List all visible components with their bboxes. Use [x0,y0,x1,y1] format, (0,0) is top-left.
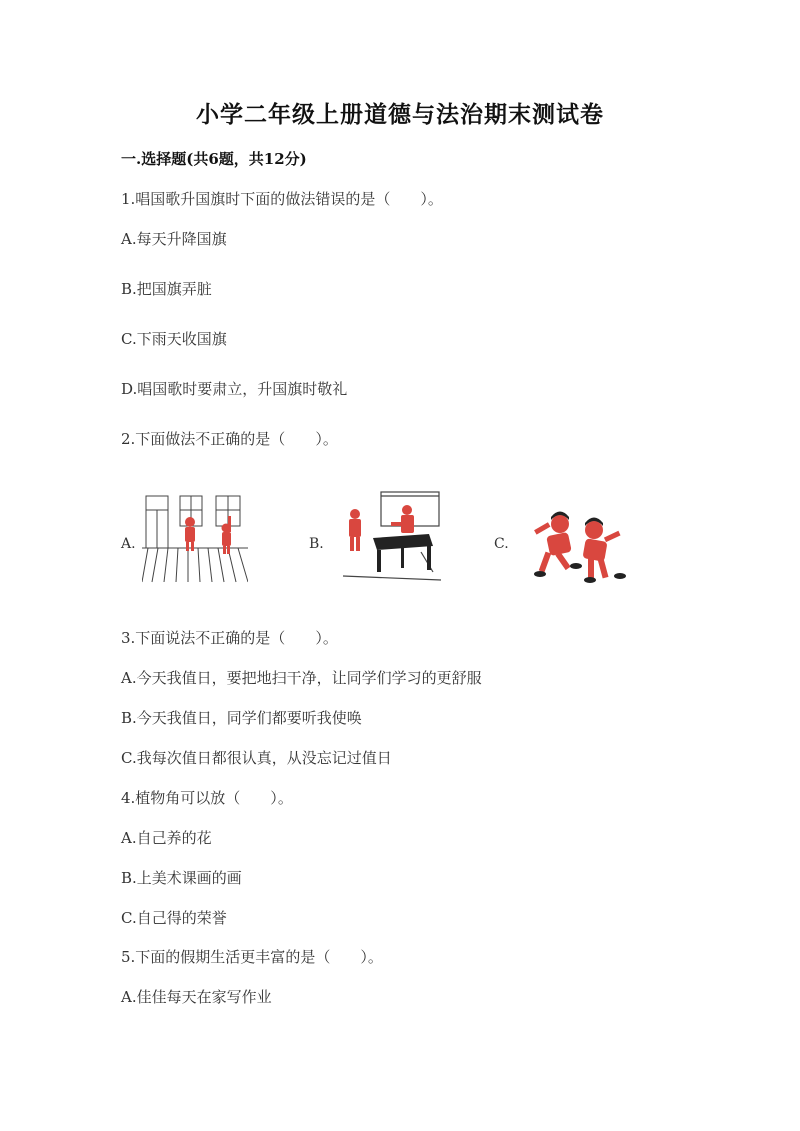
question-3-option-a[interactable]: A.今天我值日，要把地扫干净，让同学们学习的更舒服 [121,669,482,687]
picture-a-classroom-windows [142,492,248,584]
question-1-option-d[interactable]: D.唱国歌时要肃立，升国旗时敬礼 [121,380,348,398]
question-5-stem: 5.下面的假期生活更丰富的是（ ）。 [121,948,383,966]
question-3-option-c[interactable]: C.我每次值日都很认真，从没忘记过值日 [121,749,392,767]
question-1-option-b[interactable]: B.把国旗弄脏 [121,280,212,298]
picture-a-label[interactable]: A. [121,536,136,552]
picture-c-label[interactable]: C. [494,536,509,552]
question-3-stem: 3.下面说法不正确的是（ ）。 [121,629,338,647]
question-4-option-a[interactable]: A.自己养的花 [121,829,212,847]
question-4-option-c[interactable]: C.自己得的荣誉 [121,909,227,927]
question-4-stem: 4.植物角可以放（ ）。 [121,789,293,807]
question-1-stem: 1.唱国歌升国旗时下面的做法错误的是（ ）。 [121,190,443,208]
section-heading: 一.选择题(共6题，共12分) [121,150,307,168]
picture-c-children-fighting [520,508,630,588]
picture-b-desk-scene [333,488,445,586]
question-1-option-c[interactable]: C.下雨天收国旗 [121,330,227,348]
question-3-option-b[interactable]: B.今天我值日，同学们都要听我使唤 [121,709,362,727]
question-2-stem: 2.下面做法不正确的是（ ）。 [121,430,338,448]
picture-b-label[interactable]: B. [309,536,324,552]
page-title: 小学二年级上册道德与法治期末测试卷 [196,101,604,128]
question-1-option-a[interactable]: A.每天升降国旗 [121,230,227,248]
question-4-option-b[interactable]: B.上美术课画的画 [121,869,242,887]
question-5-option-a[interactable]: A.佳佳每天在家写作业 [121,988,272,1006]
